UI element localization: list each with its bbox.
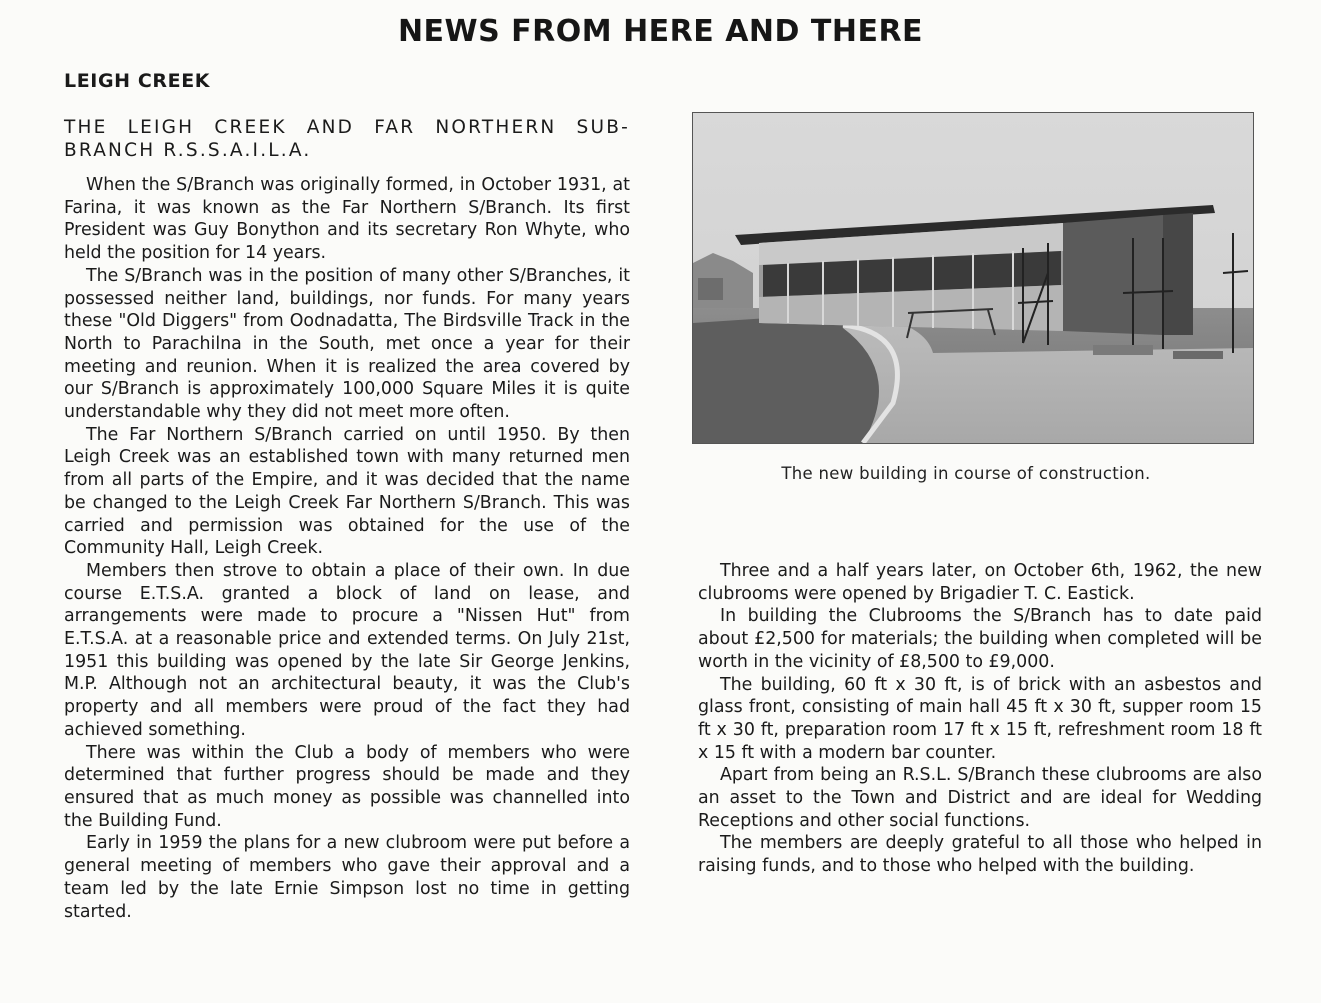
paragraph: Apart from being an R.S.L. S/Branch these clubrooms are also an asset to the Town and District and are ideal for Wedding Receptions and other social functions. bbox=[698, 765, 1262, 831]
paragraph: There was within the Club a body of members who were determined that further progress should be made and they ensured that as much money as possible was channelled into the Building Fund. bbox=[64, 742, 630, 831]
paragraph: The S/Branch was in the position of many other S/Branches, it possessed neither land, buildings, nor funds. For many years these "Old Diggers" from Oodnadatta, The Birdsville Track in the North to Parachilna in the South, met once a year for their meeting and reunion. When it is realized the area covered by our S/Branch is approximately 100,000 Square Miles it is quite understandable why they did not meet more often. bbox=[64, 265, 630, 423]
page-title: NEWS FROM HERE AND THERE bbox=[397, 14, 924, 49]
paragraph: Members then strove to obtain a place of their own. In due course E.T.S.A. granted a block of land on lease, and arrangements were made to procure a "Nissen Hut" from E.T.S.A. at a reasonable price and extended terms. On July 21st, 1951 this building was opened by the late Sir George Jenkins, M.P. Although not an architectural beauty, it was the Club's property and all members were proud of the fact they had achieved something. bbox=[64, 560, 630, 740]
right-column bbox=[698, 560, 1262, 878]
paragraph: The Far Northern S/Branch carried on until 1950. By then Leigh Creek was an established town with many returned men from all parts of the Empire, and it was decided that the name be changed to the Leigh Creek Far Northern S/Branch. This was carried and permission was obtained for the use of the Community Hall, Leigh Creek. bbox=[64, 424, 630, 559]
left-column bbox=[64, 116, 630, 923]
photo-caption: The new building in course of construction. bbox=[781, 464, 1151, 483]
building-photo bbox=[692, 112, 1254, 444]
paragraph: Three and a half years later, on October 6th, 1962, the new clubrooms were opened by Brigadier T. C. Eastick. bbox=[698, 561, 1262, 604]
paragraph: In building the Clubrooms the S/Branch has to date paid about £2,500 for materials; the building when completed will be worth in the vicinity of £8,500 to £9,000. bbox=[698, 606, 1262, 672]
paragraph: The members are deeply grateful to all those who helped in raising funds, and to those who helped with the building. bbox=[698, 833, 1262, 877]
article-subheading: THE LEIGH CREEK AND FAR NORTHERN SUB-BRANCH R.S.S.A.I.L.A. bbox=[64, 117, 630, 161]
paragraph: The building, 60 ft x 30 ft, is of brick with an asbestos and glass front, consisting of main hall 45 ft x 30 ft, supper room 15 ft x 30 ft, preparation room 17 ft x 15 ft, refreshment room 18 ft x 15 ft with a modern bar counter. bbox=[698, 674, 1262, 763]
section-heading: LEIGH CREEK bbox=[64, 70, 211, 92]
paragraph: Early in 1959 the plans for a new clubroom were put before a general meeting of members who gave their approval and a team led by the late Ernie Simpson lost no time in getting started. bbox=[64, 833, 630, 922]
paragraph: When the S/Branch was originally formed, in October 1931, at Farina, it was known as the Far Northern S/Branch. Its first President was Guy Bonython and its secretary Ron Whyte, who held the position for 14 years. bbox=[64, 175, 630, 264]
